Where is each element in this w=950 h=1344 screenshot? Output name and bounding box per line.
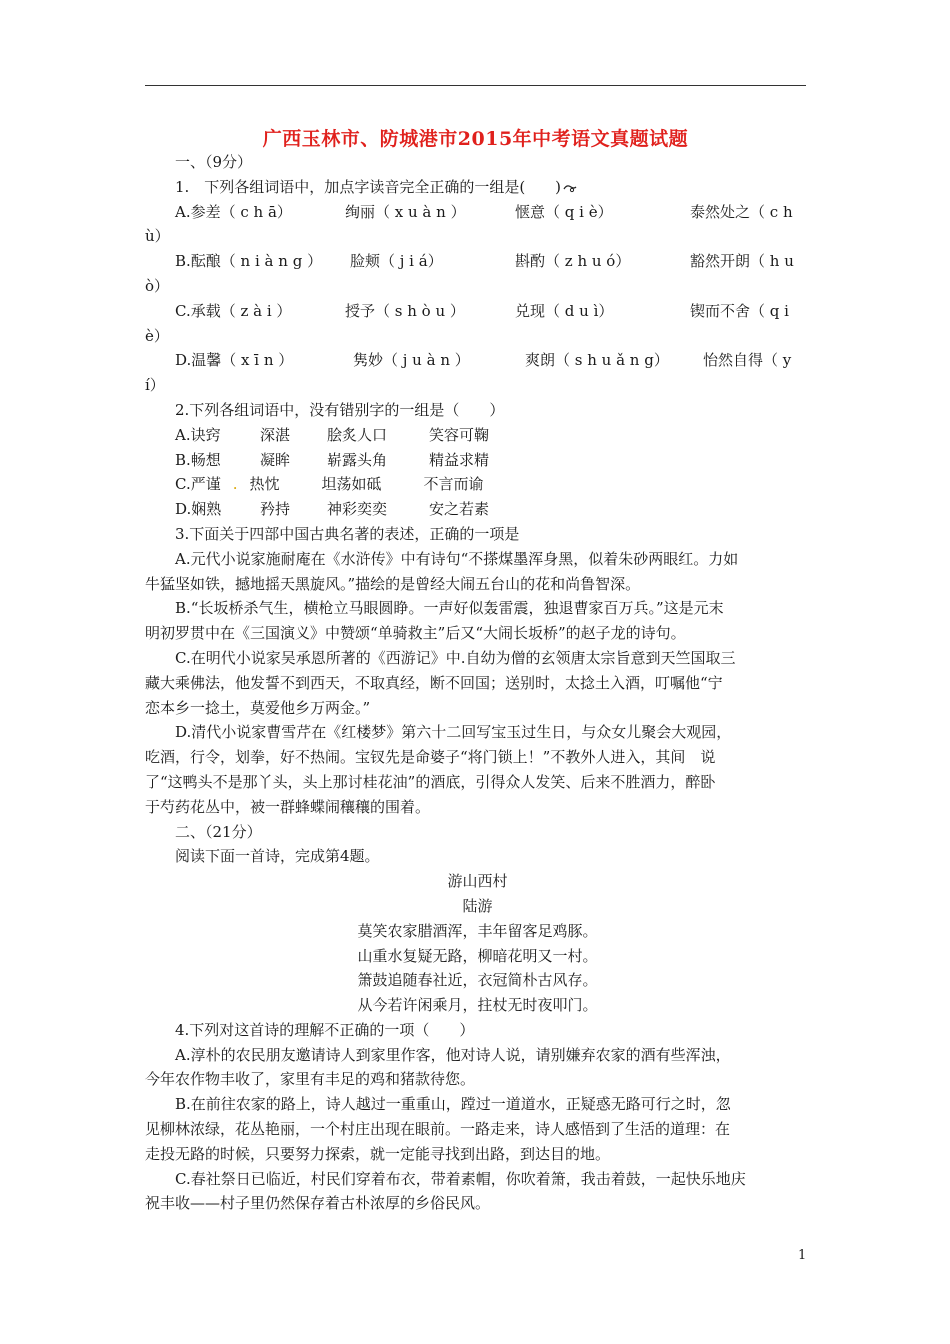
- page-number: 1: [798, 1248, 807, 1263]
- section-heading-1: 一、（9分）: [175, 153, 253, 171]
- poem-title: 游山西村: [447, 872, 508, 891]
- document-body: [145, 150, 806, 1216]
- header-rule: [145, 85, 806, 86]
- q4-option-a: A.淳朴的农民朋友邀请诗人到家里作客，他对诗人说，请别嫌弃农家的酒有些浑浊， 今年农作物丰收了，家里有丰足的鸡和猪款待您。: [145, 1045, 731, 1089]
- q4-option-c: C.春社祭日已临近，村民们穿着布衣，带着素帽，你吹着箫，我击着鼓，一起快乐地庆 祝丰收——村子里仍然保存着古朴浓厚的乡俗民风。: [145, 1169, 746, 1213]
- poem-author: 陆游: [462, 896, 493, 915]
- q1-option-a-wrap: ù）: [145, 227, 170, 246]
- poem-line: 箫鼓追随春社近，衣冠简朴古风存。: [357, 971, 598, 990]
- poem-line: 莫笑农家腊酒浑，丰年留客足鸡豚。: [357, 921, 598, 940]
- q1-option-c-wrap: è）: [145, 326, 169, 345]
- section-heading-2: 二、（21分）: [175, 822, 262, 841]
- question-2-stem: 2.下列各组词语中，没有错别字的一组是（ ）: [175, 400, 505, 419]
- q2-option-c: C.严谨 . 热忱 坦荡如砥 不言而谕: [145, 472, 806, 497]
- q1-option-d-wrap: í）: [145, 376, 165, 395]
- reading-instruction: 阅读下面一首诗，完成第4题。: [175, 847, 380, 866]
- question-1-stem: 1. 下列各组词语中，加点字读音完全正确的一组是( ): [145, 175, 806, 200]
- q1-option-b: B.酝酿（ n i à n g ） 脸颊（ j i á） 斟酌（ z h u ó） 豁然开朗（ h u: [175, 252, 794, 271]
- document-title: 广西玉林市、防城港市2015年中考语文真题试题: [262, 128, 689, 150]
- q2-option-b: B.畅想 凝眸 崭露头角 精益求精: [175, 450, 490, 469]
- mouse-icon: [563, 183, 577, 193]
- q3-option-b: B.“长坂桥杀气生，横枪立马眼圆睁。一声好似轰雷震，独退曹家百万兵。”这是元末 明初罗贯中在《三国演义》中赞颂“单骑救主”后又“大闹长坂桥”的赵子龙的诗句。: [145, 599, 724, 643]
- question-3-stem: 3.下面关于四部中国古典名著的表述，正确的一项是: [175, 524, 520, 543]
- q3-option-a: A.元代小说家施耐庵在《水浒传》中有诗句“不搽煤墨浑身黑，似着朱砂两眼红。力如 牛猛坚如铁，撼地摇天黑旋风。”描绘的是曾经大闹五台山的花和尚鲁智深。: [145, 549, 739, 593]
- q2-option-d: D.娴熟 矜持 神彩奕奕 安之若素: [175, 500, 490, 519]
- question-4-stem: 4.下列对这首诗的理解不正确的一项（ ）: [175, 1020, 475, 1039]
- q2-option-a: A.诀窍 深湛 脍炙人口 笑容可鞠: [175, 425, 490, 444]
- poem-block: [145, 869, 806, 1018]
- q1-option-c: C.承载（ z à i ） 授予（ s h ò u ） 兑现（ d u ì） 锲而不舍（ q i: [175, 301, 789, 320]
- q3-option-d: D.清代小说家曹雪芹在《红楼梦》第六十二回写宝玉过生日，与众女儿聚会大观园， 吃酒，行令，划拳，好不热闹。宝钗先是命婆子“将门锁上！”不教外人进入，其间 说 了“这鸭头不是那丫头，头上那讨桂花油”的酒底，引得众人发笑、后来不胜酒力，醉卧 于芍药花丛中，被一群蜂蝶闹穰穰的围着。: [145, 723, 732, 816]
- q4-option-b: B.在前往农家的路上，诗人越过一重重山，蹚过一道道水，正疑惑无路可行之时，忽 见柳林浓绿，花丛艳丽，一个村庄出现在眼前。一路走来，诗人感悟到了生活的道理：在 走投无路的时候，只要努力探索，就一定能寻找到出路，到达目的地。: [145, 1095, 731, 1163]
- q3-option-c: C.在明代小说家吴承恩所著的《西游记》中.自幼为僧的玄领唐太宗旨意到天竺国取三 藏大乘佛法，他发誓不到西天，不取真经，断不回国；送别时，太捻土入酒，叮嘱他“宁 恋本乡一捻土，莫爱他乡万两金。”: [145, 648, 736, 717]
- q1-option-a: A.参差（ c h ā） 绚丽（ x u à n ） 惬意（ q i è） 泰然处之（ c h: [175, 202, 793, 221]
- q1-option-b-wrap: ò）: [145, 276, 170, 295]
- poem-line: 山重水复疑无路，柳暗花明又一村。: [357, 946, 598, 965]
- q1-option-d: D.温馨（ x ī n ） 隽妙（ j u à n ） 爽朗（ s h u ǎ n g） 怡然自得（ y: [175, 351, 792, 370]
- poem-line: 从今若许闲乘月，拄杖无时夜叩门。: [357, 996, 598, 1015]
- emphasis-dot: .: [232, 475, 238, 494]
